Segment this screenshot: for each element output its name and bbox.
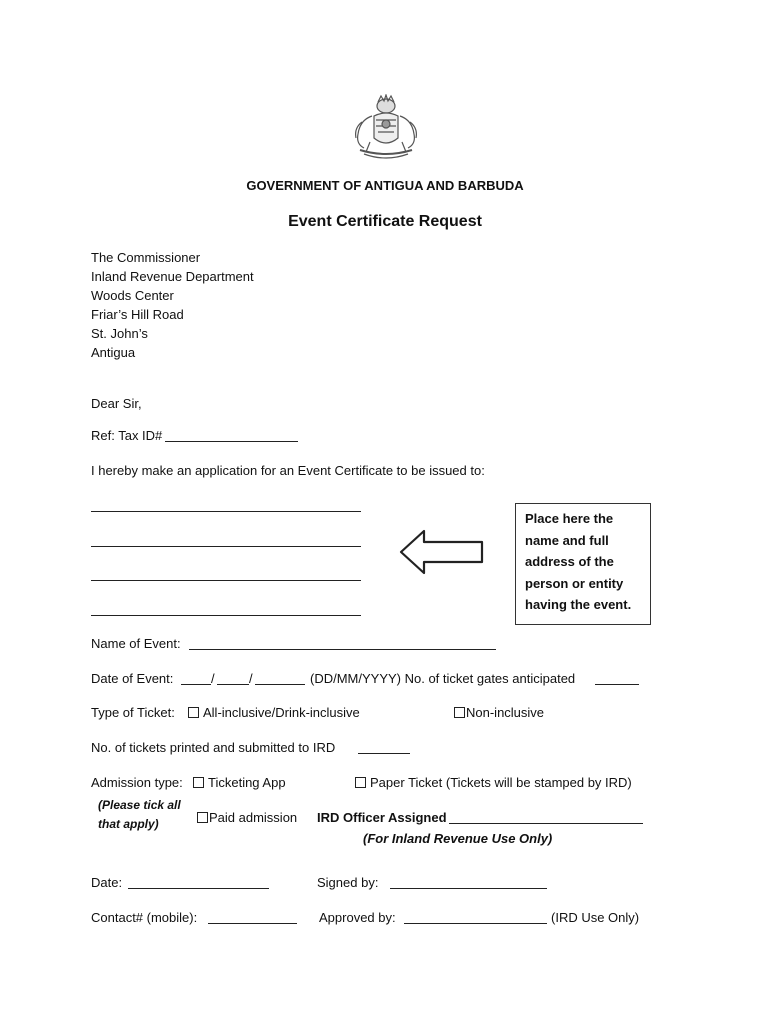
paper-ticket-checkbox[interactable] [355, 777, 366, 788]
ticketing-app-option[interactable] [193, 775, 286, 791]
date-separator: / [249, 671, 253, 686]
paid-admission-label: Paid admission [209, 810, 298, 825]
paper-ticket-label: Paper Ticket (Tickets will be stamped by IRD) [370, 775, 632, 790]
ird-officer-label: IRD Officer Assigned [317, 810, 447, 825]
date-of-event-label: Date of Event: [91, 671, 174, 686]
ird-use-only-label: (IRD Use Only) [551, 910, 640, 925]
type-of-ticket-label: Type of Ticket: [91, 705, 175, 720]
recipient-address-field[interactable] [91, 511, 361, 512]
date-label: Date: [91, 875, 123, 890]
recipient-address-field[interactable] [91, 615, 361, 616]
approved-by-label: Approved by: [319, 910, 396, 925]
address-line: Friar’s Hill Road [91, 307, 184, 322]
address-line: Antigua [91, 345, 136, 360]
date-format-and-gates-label: (DD/MM/YYYY) No. of ticket gates anticipated [310, 671, 576, 686]
intro-text: I hereby make an application for an Event Certificate to be issued to: [91, 463, 485, 478]
approved-by-field[interactable] [404, 923, 547, 924]
paid-admission-checkbox[interactable] [197, 812, 208, 823]
address-line: The Commissioner [91, 250, 201, 265]
address-line: Inland Revenue Department [91, 269, 254, 284]
signed-by-label: Signed by: [317, 875, 379, 890]
event-year-field[interactable] [255, 684, 305, 685]
date-field[interactable] [128, 888, 269, 889]
tickets-printed-label: No. of tickets printed and submitted to IRD [91, 740, 336, 755]
page-title: Event Certificate Request [288, 213, 482, 230]
coat-of-arms-emblem [348, 94, 424, 164]
ticketing-app-checkbox[interactable] [193, 777, 204, 788]
non-inclusive-checkbox[interactable] [454, 707, 465, 718]
event-month-field[interactable] [217, 684, 249, 685]
tickets-printed-field[interactable] [358, 753, 410, 754]
all-inclusive-label: All-inclusive/Drink-inclusive [203, 705, 360, 720]
non-inclusive-label: Non-inclusive [466, 705, 545, 720]
please-tick-note: that apply) [98, 817, 159, 831]
instruction-note-box [515, 503, 651, 625]
government-heading: GOVERNMENT OF ANTIGUA AND BARBUDA [246, 178, 524, 193]
name-of-event-label: Name of Event: [91, 636, 181, 651]
paper-ticket-option[interactable] [355, 775, 632, 791]
ticket-gates-field[interactable] [595, 684, 639, 685]
ref-tax-id-label: Ref: Tax ID# [91, 428, 163, 443]
please-tick-note: (Please tick all [98, 798, 181, 812]
recipient-address-field[interactable] [91, 580, 361, 581]
contact-mobile-label: Contact# (mobile): [91, 910, 198, 925]
contact-mobile-field[interactable] [208, 923, 297, 924]
non-inclusive-option[interactable] [454, 705, 544, 721]
arrow-left-icon [398, 528, 486, 576]
name-of-event-field[interactable] [189, 649, 496, 650]
recipient-address-field[interactable] [91, 546, 361, 547]
date-separator: / [211, 671, 215, 686]
event-day-field[interactable] [181, 684, 211, 685]
signed-by-field[interactable] [390, 888, 547, 889]
paid-admission-option[interactable] [197, 810, 297, 826]
salutation: Dear Sir, [91, 396, 142, 411]
address-line: St. John’s [91, 326, 148, 341]
tax-id-field[interactable] [165, 441, 298, 442]
admission-type-label: Admission type: [91, 775, 183, 790]
instruction-note-text: Place here the name and full address of the person or entity having the event. [525, 511, 632, 612]
ticketing-app-label: Ticketing App [208, 775, 286, 790]
ird-officer-field[interactable] [449, 823, 643, 824]
address-line: Woods Center [91, 288, 174, 303]
all-inclusive-checkbox[interactable] [188, 707, 199, 718]
ird-use-only-note: (For Inland Revenue Use Only) [363, 831, 553, 846]
all-inclusive-option[interactable] [188, 705, 360, 721]
